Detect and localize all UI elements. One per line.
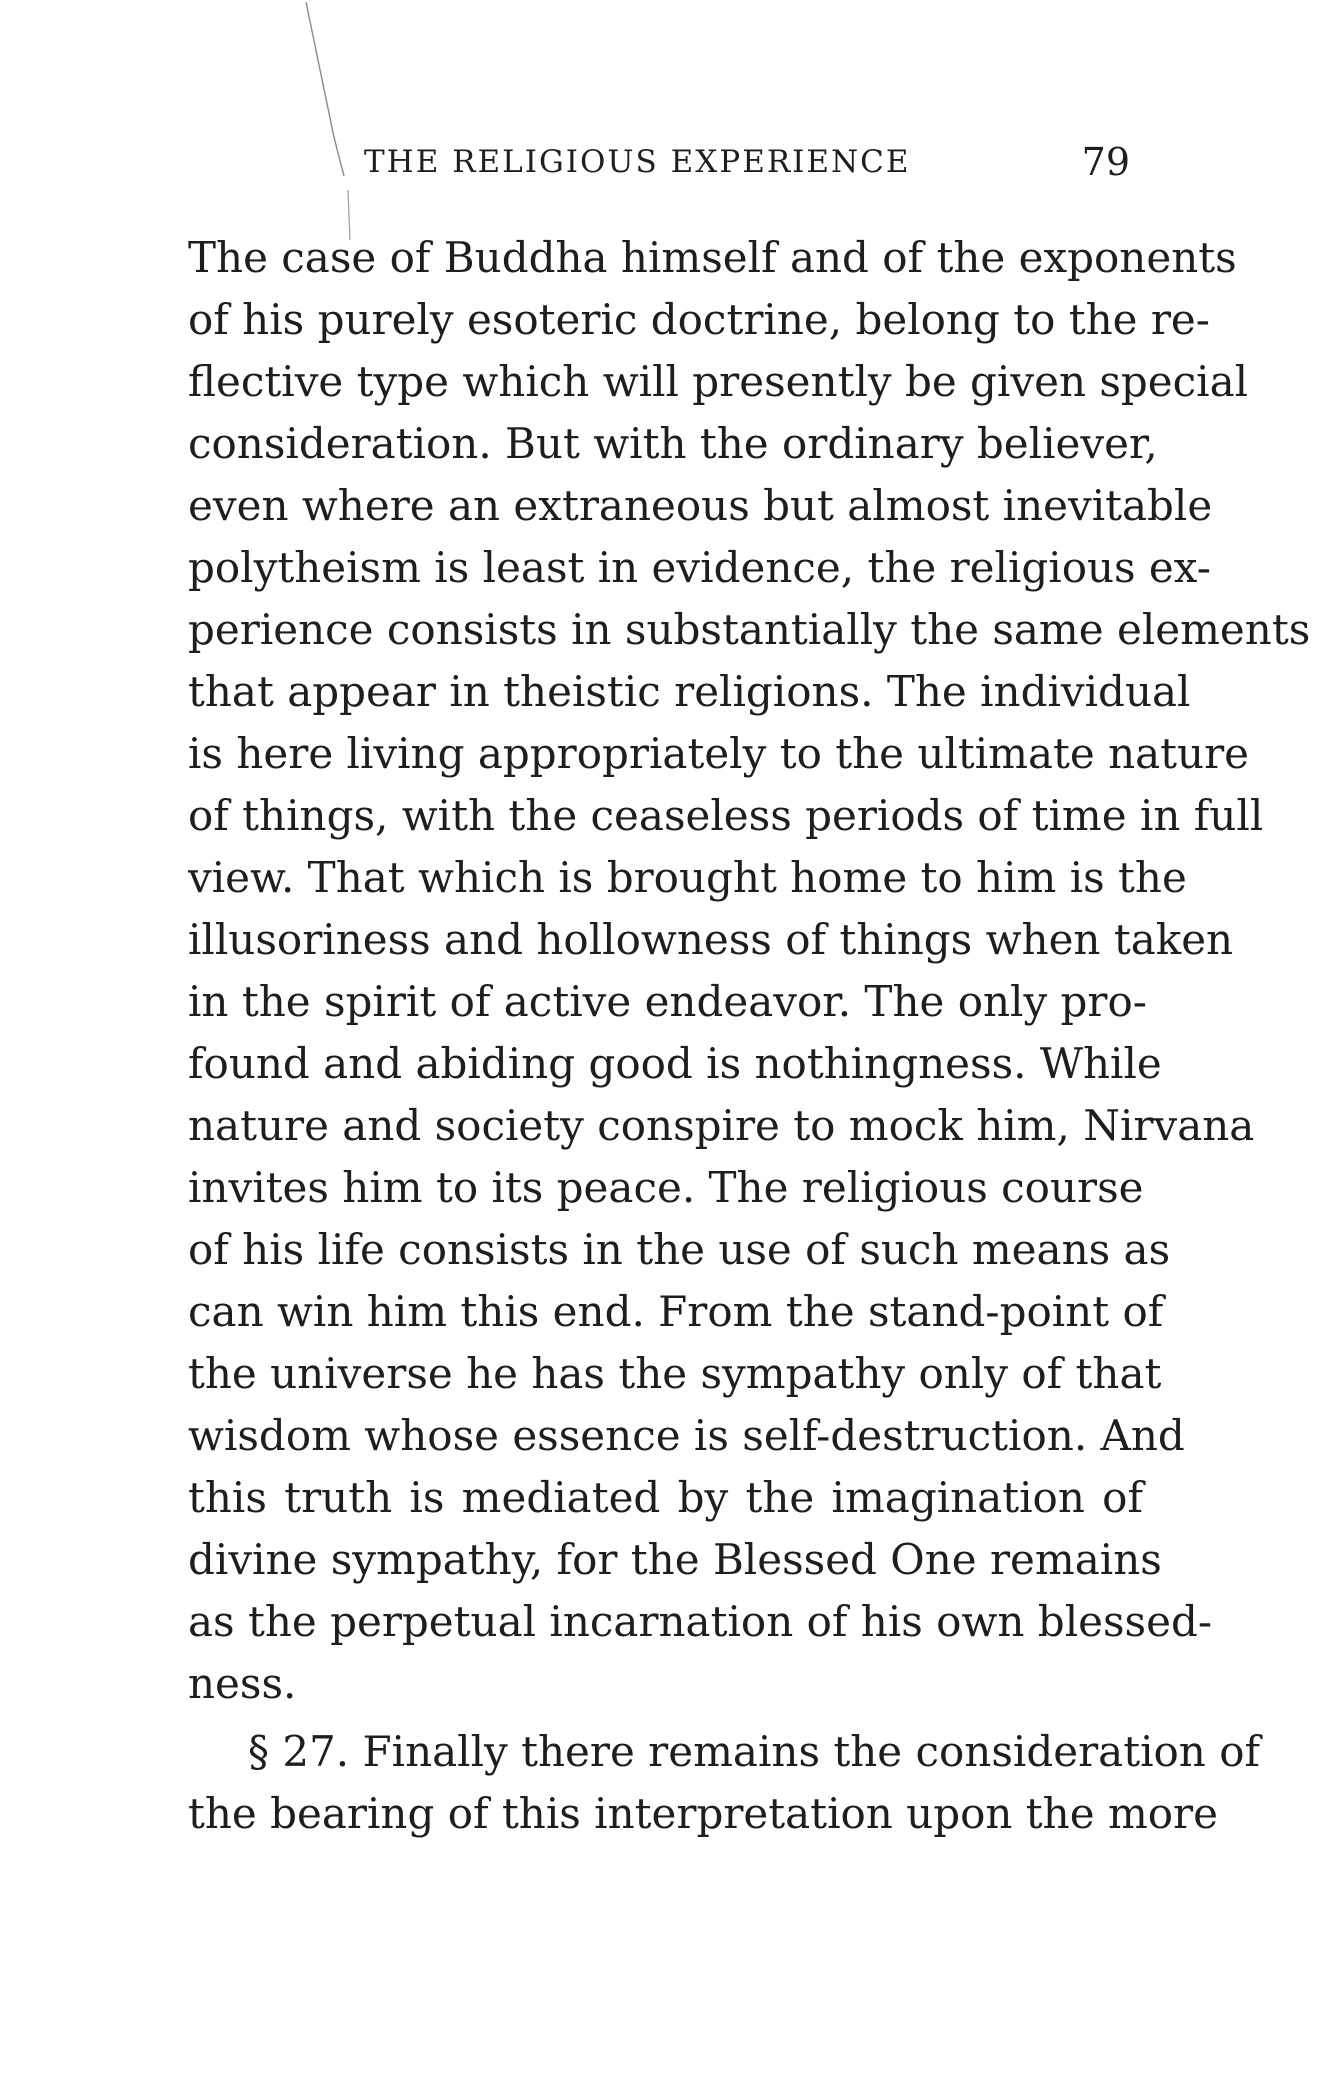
text-line: the bearing of this interpretation upon the more (188, 1789, 1218, 1838)
text-line: wisdom whose essence is self-destruction. And (188, 1411, 1185, 1460)
text-line: nature and society conspire to mock him, Nirvana (188, 1101, 1255, 1150)
running-header (360, 140, 1140, 194)
text-line: found and abiding good is nothingness. While (188, 1039, 1162, 1088)
text-line: this truth is mediated by the imagination of (188, 1473, 1143, 1522)
page-scratch-mark (300, 0, 360, 250)
text-line: consideration. But with the ordinary believer, (188, 419, 1158, 468)
text-line: polytheism is least in evidence, the religious ex- (188, 543, 1211, 592)
page-number: 79 (1081, 140, 1130, 184)
text-line: of things, with the ceaseless periods of time in full (188, 791, 1264, 840)
text-line: as the perpetual incarnation of his own blessed- (188, 1597, 1213, 1646)
text-line: even where an extraneous but almost inevitable (188, 481, 1213, 530)
running-title: THE RELIGIOUS EXPERIENCE (364, 144, 911, 180)
text-line: the universe he has the sympathy only of that (188, 1349, 1162, 1398)
body-text (188, 227, 1311, 1845)
section-heading-line: § 27. Finally there remains the consideration of (248, 1727, 1261, 1776)
text-line: in the spirit of active endeavor. The only pro- (188, 977, 1147, 1026)
text-line: can win him this end. From the stand-point of (188, 1287, 1164, 1336)
text-line: invites him to its peace. The religious course (188, 1163, 1144, 1212)
text-line: of his life consists in the use of such means as (188, 1225, 1171, 1274)
text-line: that appear in theistic religions. The individual (188, 667, 1191, 716)
text-line: view. That which is brought home to him is the (188, 853, 1187, 902)
text-line: divine sympathy, for the Blessed One remains (188, 1535, 1162, 1584)
text-line: illusoriness and hollowness of things when taken (188, 915, 1234, 964)
text-line: The case of Buddha himself and of the exponents (188, 233, 1237, 282)
text-line: is here living appropriately to the ultimate nature (188, 729, 1250, 778)
text-line: perience consists in substantially the same elements (188, 605, 1311, 654)
text-line: ness. (188, 1659, 297, 1708)
text-line: flective type which will presently be given special (188, 357, 1249, 406)
text-line: of his purely esoteric doctrine, belong to the re- (188, 295, 1210, 344)
